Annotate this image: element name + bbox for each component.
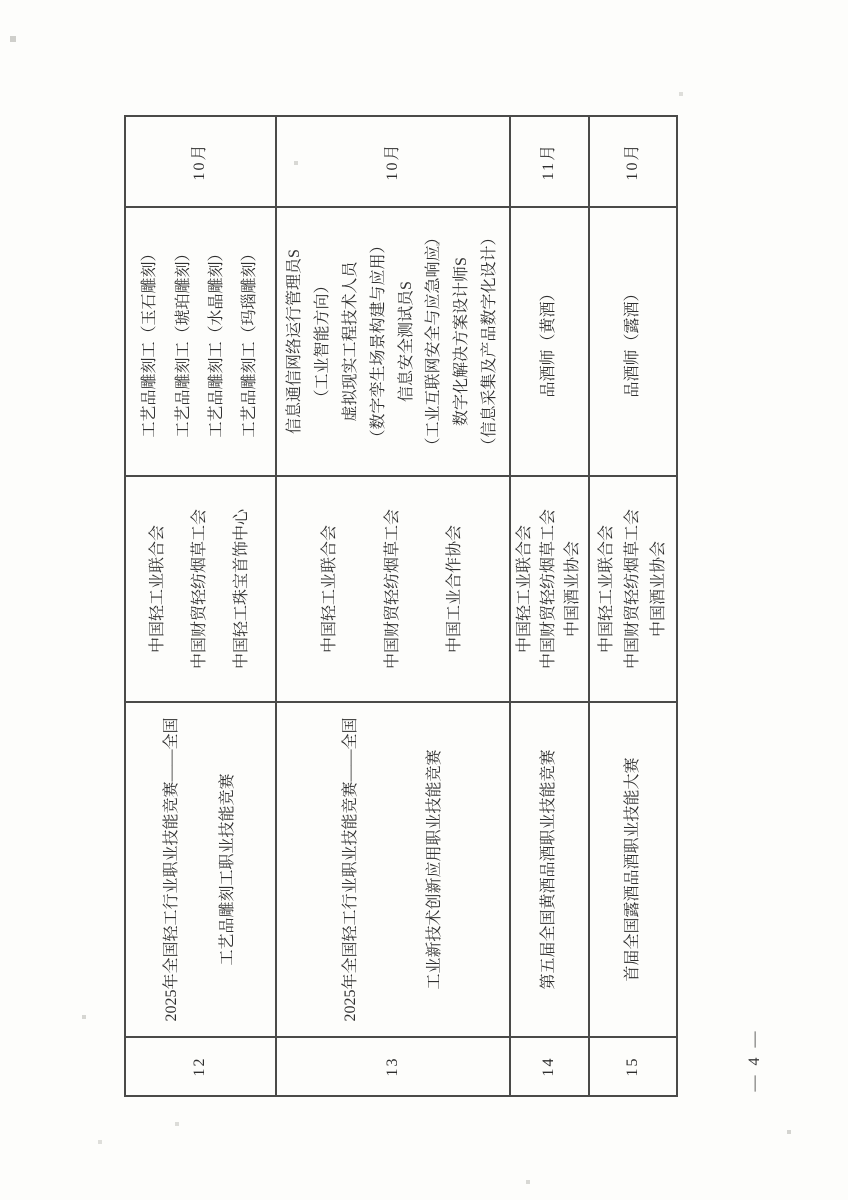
text-line: 工艺品雕刻工（水晶雕刻）: [208, 245, 226, 438]
seq-value: 15: [623, 1056, 641, 1077]
month-cell: [510, 116, 589, 207]
month-value: 10月: [191, 142, 209, 181]
seq-value: 13: [383, 1056, 401, 1077]
text-line: 中国财贸轻纺烟草工会: [191, 509, 209, 670]
text-line: 2025年全国轻工行业职业技能竞赛——全国: [342, 717, 360, 1022]
month-value: 10月: [383, 142, 401, 181]
text-line: （数字孪生场景构建与应用）: [369, 237, 387, 446]
competition-name: [511, 703, 588, 1036]
text-line: 中国酒业协会: [649, 541, 667, 638]
text-line: 2025年全国轻工行业职业技能竞赛——全国: [163, 717, 181, 1022]
competition-name-cell: [589, 702, 677, 1037]
text-line: （工业互联网安全与应急响应）: [425, 229, 443, 454]
seq-cell: [589, 1037, 677, 1096]
competition-table: [124, 115, 678, 1097]
text-line: 工艺品雕刻工（玛瑙雕刻）: [241, 245, 259, 438]
text-line: 工业新技术创新应用职业技能竞赛: [425, 749, 443, 990]
text-line: 品酒师（露酒）: [623, 285, 641, 398]
text-line: 中国工业合作协会: [446, 525, 464, 654]
table-row: [125, 116, 276, 1096]
occupations-cell: [510, 207, 589, 476]
text-line: 中国轻工业联合会: [321, 525, 339, 654]
organizers: [511, 477, 588, 701]
seq-value: 12: [191, 1056, 209, 1077]
month-cell: [276, 116, 510, 207]
page-number: — 4 —: [746, 1028, 763, 1092]
text-line: 信息通信网络运行管理员S: [286, 249, 304, 434]
organizers-cell: [510, 476, 589, 702]
month-value: 11月: [540, 142, 558, 181]
competition-name-cell: [510, 702, 589, 1037]
month-value: 10月: [623, 142, 641, 181]
text-line: （信息采集及产品数字化设计）: [481, 229, 499, 454]
competition-name: [590, 703, 676, 1036]
text-line: 工艺品雕刻工职业技能竞赛: [219, 773, 237, 966]
text-line: 中国轻工业联合会: [597, 525, 615, 654]
table-row: [589, 116, 677, 1096]
competition-name-cell: [125, 702, 276, 1037]
text-line: 信息安全测试员S: [397, 281, 415, 402]
competition-name-cell: [276, 702, 510, 1037]
text-line: 中国轻工珠宝首饰中心: [233, 509, 251, 670]
text-line: 虚拟现实工程技术人员: [342, 261, 360, 422]
text-line: 中国财贸轻纺烟草工会: [383, 509, 401, 670]
occupations: [590, 208, 676, 475]
organizers-cell: [589, 476, 677, 702]
text-line: 中国轻工业联合会: [149, 525, 167, 654]
occupations-cell: [125, 207, 276, 476]
seq-cell: [125, 1037, 276, 1096]
text-line: 工艺品雕刻工（玉石雕刻）: [141, 245, 159, 438]
table-row: [510, 116, 589, 1096]
occupations: [126, 208, 275, 475]
text-line: 品酒师（黄酒）: [540, 285, 558, 398]
month-cell: [589, 116, 677, 207]
occupations-cell: [589, 207, 677, 476]
text-line: 首届全国露酒品酒职业技能大赛: [623, 757, 641, 982]
organizers: [126, 477, 275, 701]
organizers: [277, 477, 509, 701]
competition-name: [277, 703, 509, 1036]
seq-cell: [276, 1037, 510, 1096]
text-line: 数字化解决方案设计师S: [453, 257, 471, 426]
occupations: [277, 208, 509, 475]
seq-cell: [510, 1037, 589, 1096]
seq-value: 14: [540, 1056, 558, 1077]
competition-name: [126, 703, 275, 1036]
month-cell: [125, 116, 276, 207]
text-line: （工业智能方向）: [314, 277, 332, 406]
table-row: [276, 116, 510, 1096]
organizers: [590, 477, 676, 701]
text-line: 中国财贸轻纺烟草工会: [540, 509, 558, 670]
text-line: 中国轻工业联合会: [516, 525, 534, 654]
organizers-cell: [276, 476, 510, 702]
text-line: 工艺品雕刻工（琥珀雕刻）: [174, 245, 192, 438]
occupations-cell: [276, 207, 510, 476]
organizers-cell: [125, 476, 276, 702]
text-line: 中国酒业协会: [564, 541, 582, 638]
text-line: 中国财贸轻纺烟草工会: [623, 509, 641, 670]
occupations: [511, 208, 588, 475]
text-line: 第五届全国黄酒品酒职业技能竞赛: [540, 749, 558, 990]
